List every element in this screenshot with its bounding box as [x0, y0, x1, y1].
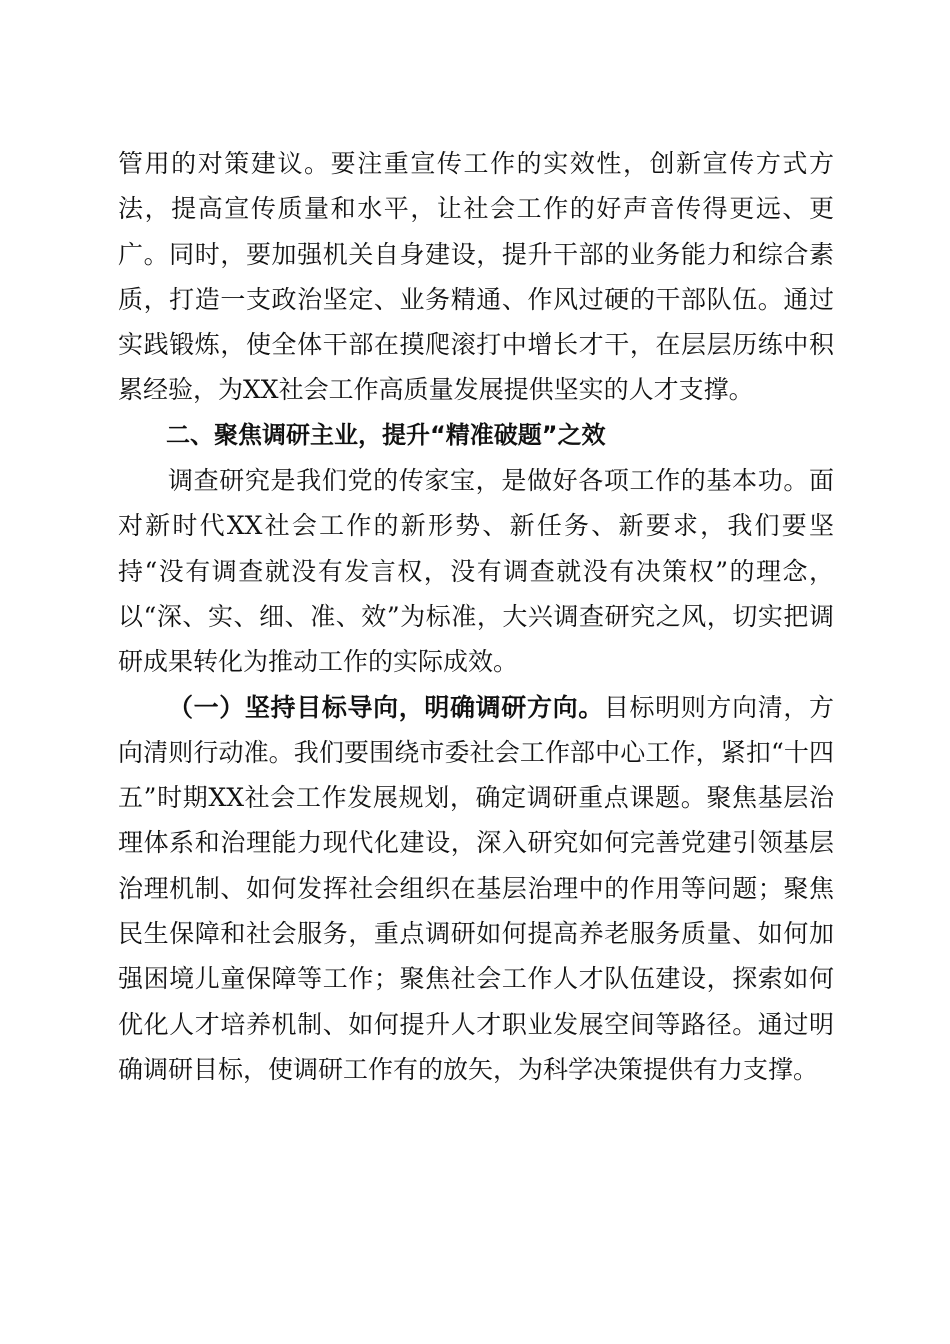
section-2-intro-paragraph: 调查研究是我们党的传家宝，是做好各项工作的基本功。面对新时代XX社会工作的新形势、新任务、新要求，我们要坚持“没有调查就没有发言权，没有调查就没有决策权”的理念，以“深、实、细、准、效”为标准，大兴调查研究之风，切实把调研成果转化为推动工作的实际成效。: [118, 466, 834, 677]
subsection-1-paragraph: [118, 685, 834, 1093]
subsection-1-body: 目标明则方向清，方向清则行动准。我们要围绕市委社会工作部中心工作，紧扣“十四五”时期XX社会工作发展规划，确定调研重点课题。聚焦基层治理体系和治理能力现代化建设，深入研究如何完善党建引领基层治理机制、如何发挥社会组织在基层治理中的作用等问题；聚焦民生保障和社会服务，重点调研如何提高养老服务质量、如何加强困境儿童保障等工作；聚焦社会工作人才队伍建设，探索如何优化人才培养机制、如何提升人才职业发展空间等路径。通过明确调研目标，使调研工作有的放矢，为科学决策提供有力支撑。: [118, 692, 834, 1084]
document-body: [118, 141, 834, 1092]
section-heading-2: 二、聚焦调研主业，提升“精准破题”之效: [166, 420, 606, 449]
paragraph-continuation: 管用的对策建议。要注重宣传工作的实效性，创新宣传方式方法，提高宣传质量和水平，让社会工作的好声音传得更远、更广。同时，要加强机关自身建设，提升干部的业务能力和综合素质，打造一支政治坚定、业务精通、作风过硬的干部队伍。通过实践锻炼，使全体干部在摸爬滚打中增长才干，在层层历练中积累经验，为XX社会工作高质量发展提供坚实的人才支撑。: [118, 149, 834, 405]
subsection-1-title: （一）坚持目标导向，明确调研方向。: [168, 692, 604, 722]
